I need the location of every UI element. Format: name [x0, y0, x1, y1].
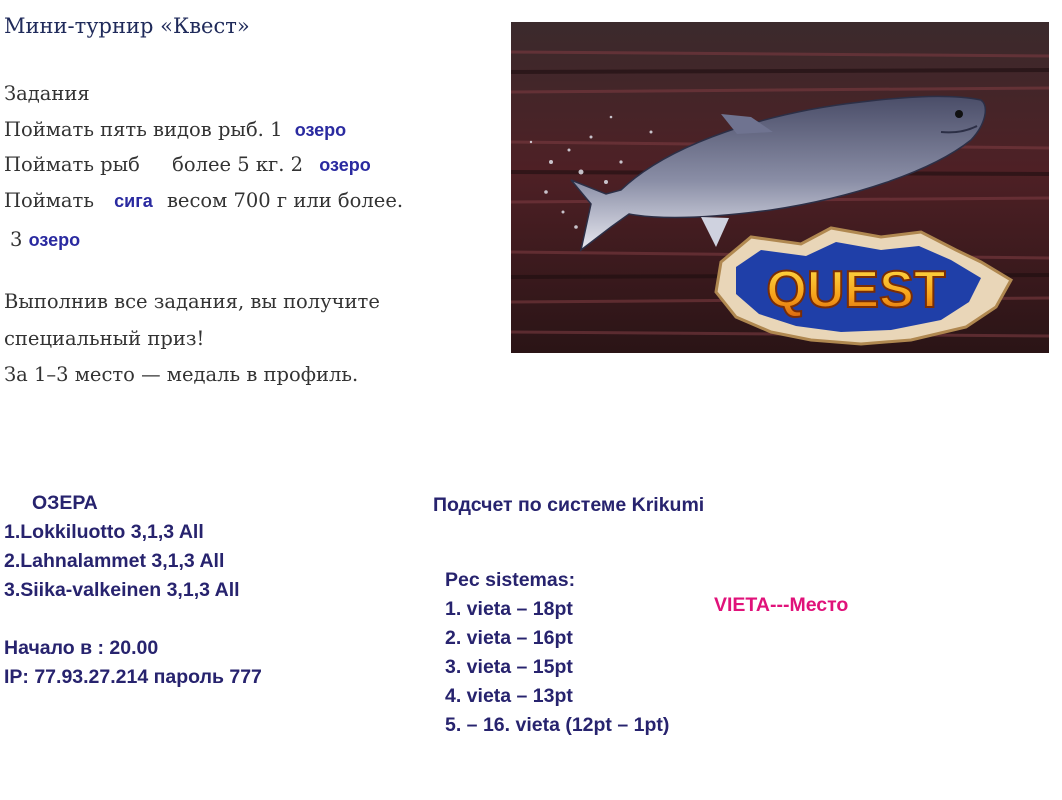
scoring-item-3: 3. vieta – 15pt — [445, 656, 573, 678]
task-4-num: 3 — [10, 228, 23, 251]
tasks-heading: Задания — [4, 82, 90, 105]
scoring-item-4: 4. vieta – 13pt — [445, 685, 573, 707]
task-3-fish: сига — [114, 191, 153, 211]
lake-item-1: 1.Lokkiluotto 3,1,3 All — [4, 521, 204, 543]
task-1-lake: озеро — [294, 120, 347, 140]
task-2 — [4, 153, 371, 176]
reward-line-1: Выполнив все задания, вы получите — [4, 290, 380, 313]
vieta-legend: VIETA---Место — [714, 594, 849, 616]
scoring-subtitle: Pec sistemas: — [445, 569, 576, 591]
task-1-text: Поймать пять видов рыб. 1 — [4, 118, 283, 141]
start-time: Начало в : 20.00 — [4, 637, 159, 659]
reward-line-3: За 1–3 место — медаль в профиль. — [4, 363, 359, 386]
task-4-lake: озеро — [28, 230, 81, 250]
scoring-item-1: 1. vieta – 18pt — [445, 598, 573, 620]
task-4 — [10, 228, 80, 251]
lakes-heading: ОЗЕРА — [32, 492, 98, 514]
task-2-text-b: более 5 кг. 2 — [172, 153, 304, 176]
scoring-item-2: 2. vieta – 16pt — [445, 627, 573, 649]
task-3-text-a: Поймать — [4, 189, 94, 212]
task-1 — [4, 118, 346, 141]
task-2-lake: озеро — [319, 155, 371, 175]
task-3 — [4, 189, 403, 212]
page-title: Мини-турнир «Квест» — [4, 14, 250, 38]
quest-fish-image — [511, 22, 1049, 353]
task-3-text-b: весом 700 г или более. — [166, 189, 404, 212]
server-ip: IP: 77.93.27.214 пароль 777 — [4, 666, 262, 688]
quest-logo-text: QUEST — [766, 261, 946, 319]
scoring-title: Подсчет по системе Krikumi — [433, 494, 705, 516]
lake-item-3: 3.Siika-valkeinen 3,1,3 All — [4, 579, 240, 601]
scoring-item-5: 5. – 16. vieta (12pt – 1pt) — [445, 714, 670, 736]
reward-line-2: специальный приз! — [4, 327, 205, 350]
task-2-text-a: Поймать рыб — [4, 153, 140, 176]
lake-item-2: 2.Lahnalammet 3,1,3 All — [4, 550, 225, 572]
